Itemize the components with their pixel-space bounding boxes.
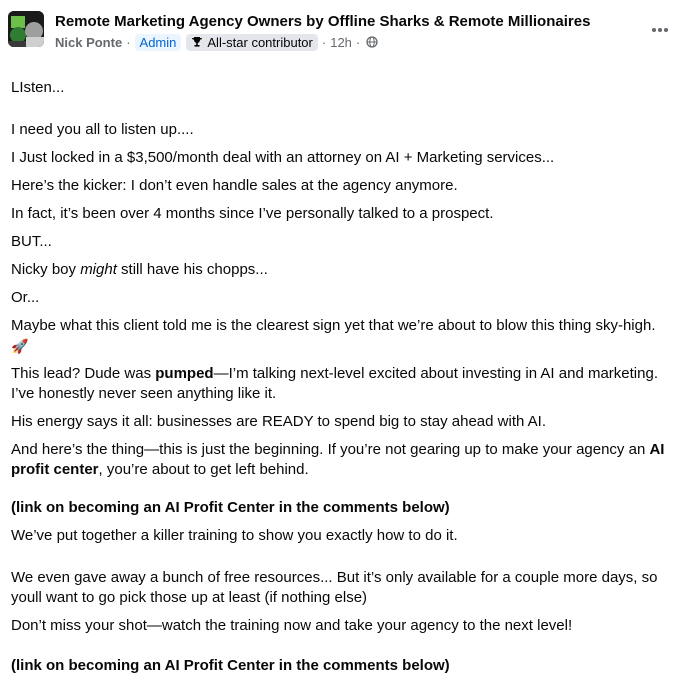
text-segment: Nicky boy	[11, 261, 81, 278]
post-paragraph: (link on becoming an AI Profit Center in the comments below)	[11, 499, 450, 516]
text-segment: , you’re about to get left behind.	[98, 461, 309, 478]
post-paragraph: In fact, it’s been over 4 months since I’ve personally talked to a prospect.	[11, 205, 494, 222]
group-name-link[interactable]: Remote Marketing Agency Owners by Offline Sharks & Remote Millionaires	[55, 13, 591, 30]
group-avatar[interactable]	[8, 11, 44, 47]
meta-separator: ·	[355, 34, 361, 50]
all-star-label: All-star contributor	[207, 34, 313, 50]
bold-text: AI profit center	[11, 441, 665, 478]
post-paragraph: His energy says it all: businesses are READY to spend big to stay ahead with AI.	[11, 413, 547, 430]
text-segment: This lead? Dude was	[11, 365, 156, 382]
post-paragraph: I Just locked in a $3,500/month deal with an attorney on AI + Marketing services...	[11, 149, 555, 166]
post-paragraph: LIsten...	[11, 79, 65, 96]
text-segment: Maybe what this client told me is the clearest sign yet that we’re about to blow this thing sky-high.	[11, 317, 656, 334]
post-paragraph	[11, 440, 671, 480]
emphasis-text: might	[80, 261, 117, 278]
meta-separator: ·	[321, 34, 327, 50]
text-segment: still have his chopps...	[116, 261, 268, 278]
post-timestamp-link[interactable]: 12h	[330, 34, 352, 50]
post-paragraph: Or...	[11, 289, 40, 306]
text-segment: And here’s the thing—this is just the beginning. If you’re not gearing up to make your agency an	[11, 441, 650, 458]
trophy-icon	[191, 36, 203, 48]
post-paragraph: We’ve put together a killer training to show you exactly how to do it.	[11, 527, 458, 544]
post-paragraph: I need you all to listen up....	[11, 121, 194, 138]
meta-separator: ·	[126, 34, 131, 50]
post-paragraph	[11, 364, 671, 404]
post-paragraph	[11, 260, 671, 280]
rocket-icon: 🚀	[11, 338, 29, 354]
more-options-button[interactable]	[646, 15, 674, 43]
post-paragraph: BUT...	[11, 233, 52, 250]
admin-badge[interactable]: Admin	[135, 34, 182, 51]
post-paragraph: We even gave away a bunch of free resources... But it’s only available for a couple more days, so youll want to go pick those up at least (if nothing else)	[11, 569, 658, 606]
bold-text: pumped	[155, 365, 214, 382]
post-paragraph	[11, 316, 671, 357]
post-header	[8, 9, 678, 53]
text-segment: —I’m talking next-level excited about investing in AI and marketing. I’ve honestly never seen anything like it.	[11, 365, 658, 402]
post-paragraph: (link on becoming an AI Profit Center in the comments below)	[11, 657, 450, 674]
post-meta	[55, 33, 378, 51]
post-paragraph: Don’t miss your shot—watch the training now and take your agency to the next level!	[11, 617, 573, 634]
all-star-contributor-badge[interactable]	[186, 34, 317, 51]
post-paragraph: Here’s the kicker: I don’t even handle sales at the agency anymore.	[11, 177, 458, 194]
author-name-link[interactable]: Nick Ponte	[55, 34, 123, 50]
ellipsis-icon	[651, 20, 669, 38]
globe-icon	[366, 36, 378, 48]
